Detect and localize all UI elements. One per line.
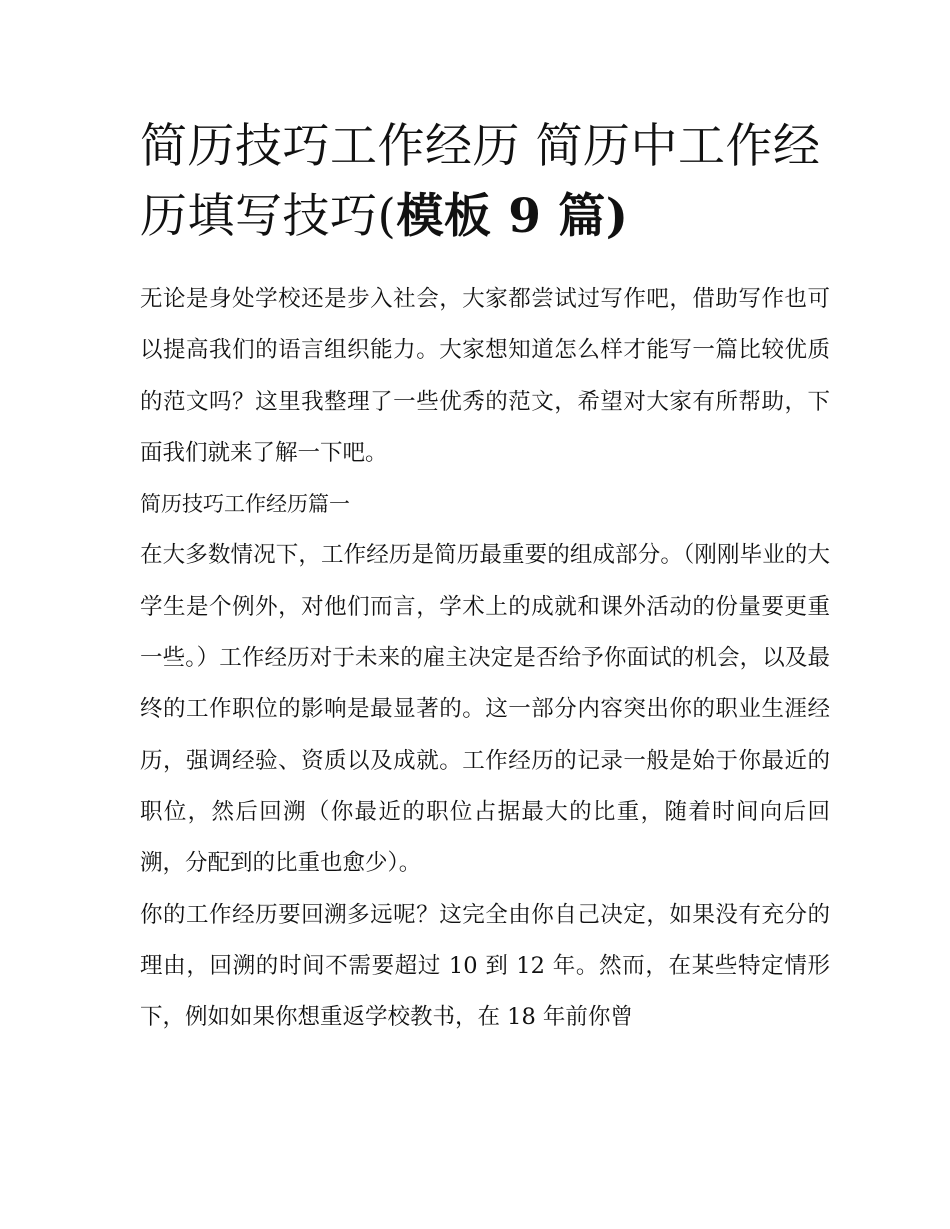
document-title xyxy=(140,112,830,252)
document-page xyxy=(140,112,830,1043)
document-title-main: 简历技巧工作经历 简历中工作经历填写技巧( xyxy=(140,119,821,244)
document-title-suffix: 模板 9 篇) xyxy=(396,189,629,244)
body-paragraph-1: 在大多数情况下，工作经历是简历最重要的组成部分。（刚刚毕业的大学生是个例外，对他们而言，学术上的成就和课外活动的份量要更重一些。）工作经历对于未来的雇主决定是否给予你面试的机会，以及最终的工作职位的影响是最显著的。这一部分内容突出你的职业生涯经历，强调经验、资质以及成就。工作经历的记录一般是始于你最近的职位，然后回溯（你最近的职位占据最大的比重，随着时间向后回溯，分配到的比重也愈少）。 xyxy=(140,542,830,877)
body-paragraph-2: 你的工作经历要回溯多远呢？这完全由你自己决定，如果没有充分的理由，回溯的时间不需要超过 10 到 12 年。然而，在某些特定情形下，例如如果你想重返学校教书，在 18 年前你曾 xyxy=(140,901,830,1031)
section-heading: 简历技巧工作经历篇一 xyxy=(140,492,350,517)
intro-paragraph: 无论是身处学校还是步入社会，大家都尝试过写作吧，借助写作也可以提高我们的语言组织能力。大家想知道怎么样才能写一篇比较优质的范文吗？这里我整理了一些优秀的范文，希望对大家有所帮助，下面我们就来了解一下吧。 xyxy=(140,286,830,466)
